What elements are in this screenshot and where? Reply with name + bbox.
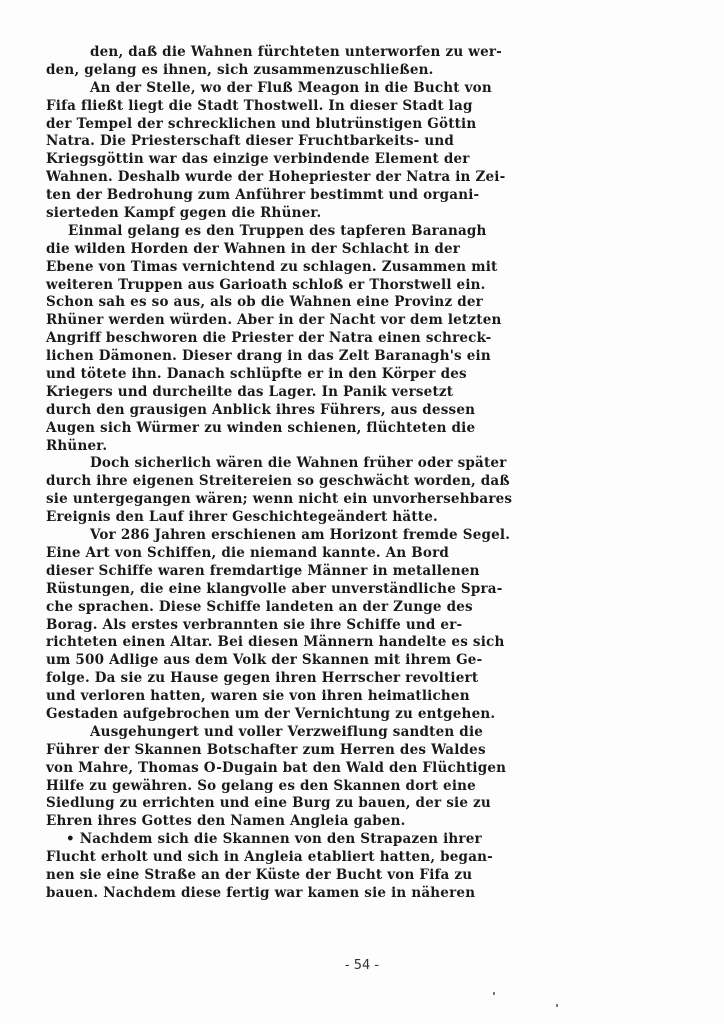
text-line: Kriegsgöttin war das einzige verbindende Element der xyxy=(46,151,470,168)
text-line: ten der Bedrohung zum Anführer bestimmt und organi- xyxy=(46,187,480,204)
text-line: Einmal gelang es den Truppen des tapferen Baranagh xyxy=(68,222,487,239)
text-line: durch ihre eigenen Streitereien so geschwächt worden, daß xyxy=(46,473,510,490)
text-line: Vor 286 Jahren erschienen am Horizont fremde Segel. xyxy=(90,527,511,544)
text-line: Fifa fließt liegt die Stadt Thostwell. In dieser Stadt lag xyxy=(46,97,473,114)
body-text xyxy=(46,44,646,903)
text-line: bauen. Nachdem diese fertig war kamen sie in näheren xyxy=(46,884,476,901)
scan-speck xyxy=(493,992,495,995)
text-line: weiteren Truppen aus Garioath schloß er Thorstwell ein. xyxy=(46,276,486,293)
text-line: um 500 Adlige aus dem Volk der Skannen mit ihrem Ge- xyxy=(46,652,483,669)
page-number: - 54 - xyxy=(344,958,380,973)
text-line: und tötete ihn. Danach schlüpfte er in den Körper des xyxy=(46,366,467,383)
text-line: Gestaden aufgebrochen um der Vernichtung zu entgehen. xyxy=(46,705,496,722)
text-line: den, daß die Wahnen fürchteten unterworfen zu wer- xyxy=(90,44,502,60)
text-line: Hilfe zu gewähren. So gelang es den Skannen dort eine xyxy=(46,777,476,794)
text-line: und verloren hatten, waren sie von ihren heimatlichen xyxy=(46,688,470,705)
text-line: folge. Da sie zu Hause gegen ihren Herrscher revoltiert xyxy=(46,670,479,687)
text-line: von Mahre, Thomas O-Dugain bat den Wald den Flüchtigen xyxy=(46,759,507,776)
text-line: Ereignis den Lauf ihrer Geschichtegeändert hätte. xyxy=(46,509,438,526)
text-line: Rhüner. xyxy=(46,437,108,454)
text-line: den, gelang es ihnen, sich zusammenzuschließen. xyxy=(46,61,434,78)
text-line: sie untergegangen wären; wenn nicht ein unvorhersehbares xyxy=(46,491,513,508)
text-line: lichen Dämonen. Dieser drang in das Zelt Baranagh's ein xyxy=(46,348,491,365)
text-line: durch den grausigen Anblick ihres Führers, aus dessen xyxy=(46,401,476,418)
text-line: Siedlung zu errichten und eine Burg zu bauen, der sie zu xyxy=(46,795,491,812)
text-line: die wilden Horden der Wahnen in der Schlacht in der xyxy=(46,240,461,257)
text-line: richteten einen Altar. Bei diesen Männern handelte es sich xyxy=(46,634,505,651)
text-line: Angriff beschworen die Priester der Natra einen schreck- xyxy=(46,330,492,347)
text-line: Eine Art von Schiffen, die niemand kannte. An Bord xyxy=(46,544,450,561)
text-line: Rhüner werden würden. Aber in der Nacht vor dem letzten xyxy=(46,312,502,329)
text-line: Borag. Als erstes verbrannten sie ihre Schiffe und er- xyxy=(46,616,463,633)
text-line: Ausgehungert und voller Verzweiflung sandten die xyxy=(90,723,484,740)
scan-speck xyxy=(556,1004,558,1007)
text-line: Wahnen. Deshalb wurde der Hohepriester der Natra in Zei- xyxy=(46,169,506,186)
text-line: Ehren ihres Gottes den Namen Angleia gaben. xyxy=(46,813,406,830)
text-line: An der Stelle, wo der Fluß Meagon in die Bucht von xyxy=(90,79,492,96)
text-line: nen sie eine Straße an der Küste der Bucht von Fifa zu xyxy=(46,866,473,883)
text-line: Natra. Die Priesterschaft dieser Fruchtbarkeits- und xyxy=(46,133,455,150)
text-line: Rüstungen, die eine klangvolle aber unverständliche Spra- xyxy=(46,580,503,597)
text-line: Doch sicherlich wären die Wahnen früher oder später xyxy=(90,455,507,472)
text-line: dieser Schiffe waren fremdartige Männer in metallenen xyxy=(46,562,480,579)
text-line: Ebene von Timas vernichtend zu schlagen. Zusammen mit xyxy=(46,258,498,275)
text-line: Führer der Skannen Botschafter zum Herren des Waldes xyxy=(46,741,486,758)
text-line: Flucht erholt und sich in Angleia etabliert hatten, began- xyxy=(46,849,493,866)
text-line: Augen sich Würmer zu winden schienen, flüchteten die xyxy=(46,419,476,436)
text-line: Schon sah es so aus, als ob die Wahnen eine Provinz der xyxy=(46,294,483,311)
text-line: • Nachdem sich die Skannen von den Strapazen ihrer xyxy=(66,831,482,848)
text-line: sierteden Kampf gegen die Rhüner. xyxy=(46,205,322,222)
text-line: Kriegers und durcheilte das Lager. In Panik versetzt xyxy=(46,383,454,400)
text-line: der Tempel der schrecklichen und blutrünstigen Göttin xyxy=(46,115,477,132)
text-line: che sprachen. Diese Schiffe landeten an der Zunge des xyxy=(46,598,473,615)
